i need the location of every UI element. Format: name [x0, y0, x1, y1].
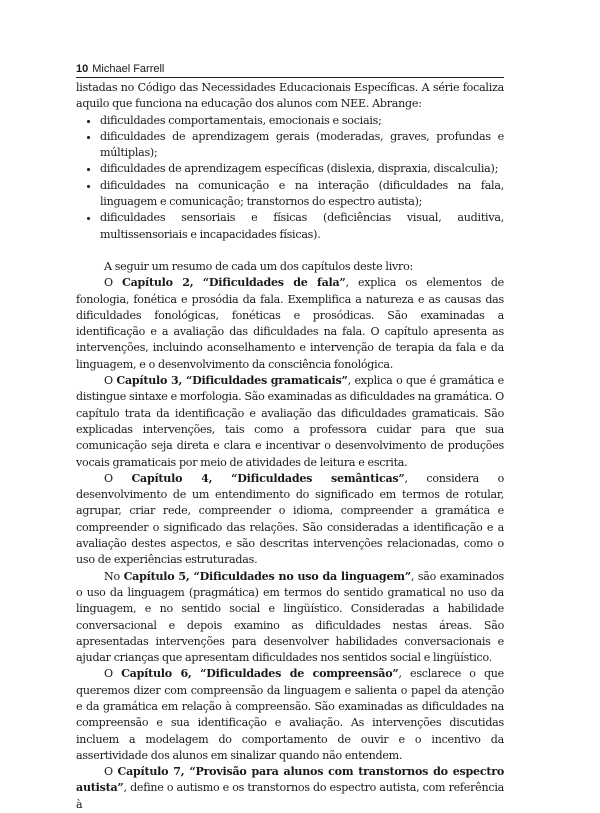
chapter-text: , são examinados o uso da linguagem (pragmática) em termos do sentido gramatical no uso da linguagem, e no sentido social e lingüístico. Consideradas a habilidade conversacional e depois examino as dificuldades nestas áreas. São apresentadas intervenções para desenvolver habilidades conversacionais e ajudar crianças que apresentam dificuldades nos sentidos social e lingüístico.: [76, 569, 504, 665]
difficulty-list: [76, 113, 504, 243]
body-text: [76, 80, 504, 813]
chapter-text: , define o autismo e os transtornos do espectro autista, com referência à: [76, 781, 504, 811]
chapter-title: Capítulo 4, “Dificuldades semânticas”: [131, 471, 405, 485]
chapter-title: Capítulo 7, “Provisão para alunos com transtornos do espectro autista”: [76, 765, 504, 795]
chapter-text: , esclarece o que queremos dizer com compreensão da linguagem e salienta o papel da atenção e da gramática em relação à compreensão. São examinadas as dificuldades na compreensão e sua identificação e avaliação. As intervenções discutidas incluem a modelagem do comportamento de ouvir e o incentivo da assertividade dos alunos em sinalizar quando não entendem.: [76, 667, 505, 762]
chapter-title: Capítulo 3, “Dificuldades gramaticais”: [116, 374, 348, 388]
page-number: 10: [76, 63, 89, 75]
summary-intro: A seguir um resumo de cada um dos capítulos deste livro:: [104, 259, 414, 273]
chapter-lead: O: [104, 471, 132, 485]
paragraph-gap: [76, 243, 504, 259]
chapter-lead: O: [104, 276, 122, 290]
list-item: • dificuldades comportamentais, emocionais e sociais;: [100, 113, 504, 129]
intro-paragraph: listadas no Código das Necessidades Educacionais Específicas. A série focaliza aquilo que funciona na educação dos alunos com NEE. Abrange:: [76, 81, 504, 111]
chapter-summary-6: [76, 666, 504, 764]
chapter-lead: O: [104, 374, 117, 388]
list-item: • dificuldades de aprendizagem gerais (moderadas, graves, profundas e múltiplas);: [100, 129, 504, 162]
chapter-summary-3: [76, 373, 504, 471]
list-item: • dificuldades na comunicação e na interação (dificuldades na fala, linguagem e comunicação; transtornos do espectro autista);: [100, 178, 504, 211]
list-item: • dificuldades sensoriais e físicas (deficiências visual, auditiva, multissensoriais e incapacidades físicas).: [100, 210, 504, 243]
chapter-lead: O: [104, 667, 122, 681]
chapter-lead: O: [104, 765, 118, 779]
author-name: Michael Farrell: [92, 63, 165, 75]
list-item: • dificuldades de aprendizagem específicas (dislexia, dispraxia, discalculia);: [100, 161, 504, 177]
chapter-summary-2: [76, 275, 504, 373]
chapter-summary-4: [76, 471, 504, 569]
chapter-title: Capítulo 6, “Dificuldades de compreensão”: [121, 667, 399, 681]
chapter-title: Capítulo 5, “Dificuldades no uso da linguagem”: [123, 569, 411, 583]
chapter-lead: No: [104, 569, 124, 583]
chapter-summary-5: [76, 569, 504, 667]
chapter-text: , explica os elementos de fonologia, fonética e prosódia da fala. Exemplifica a natureza e as causas das dificuldades fonológicas, fonéticas e prosódicas. São examinadas a identificação e a avaliação das dificuldades na fala. O capítulo apresenta as intervenções, incluindo aconselhamento e intervenção de terapia da fala e da linguagem, e o desenvolvimento da consciência fonológica.: [76, 276, 504, 371]
chapter-title: Capítulo 2, “Dificuldades de fala”: [121, 276, 346, 290]
chapter-text: , considera o desenvolvimento de um entendimento do significado em termos de rotular, agrupar, criar rede, compreender o idioma, compreender a gramática e compreender o significado das relações. São consideradas a identificação e a avaliação destes aspectos, e são descritas intervenções relacionadas, como o uso de experiências estruturadas.: [76, 471, 504, 567]
chapter-summary-7: [76, 764, 504, 813]
running-header: [76, 62, 504, 78]
chapter-text: , explica o que é gramática e distingue sintaxe e morfologia. São examinadas as dificuldades na gramática. O capítulo trata da identificação e avaliação das dificuldades gramaticais. São explicadas intervenções, tais como a professora cuidar para que sua comunicação seja direta e clara e incentivar o desenvolvimento de produções vocais gramaticais por meio de atividades de leitura e escrita.: [76, 374, 504, 469]
